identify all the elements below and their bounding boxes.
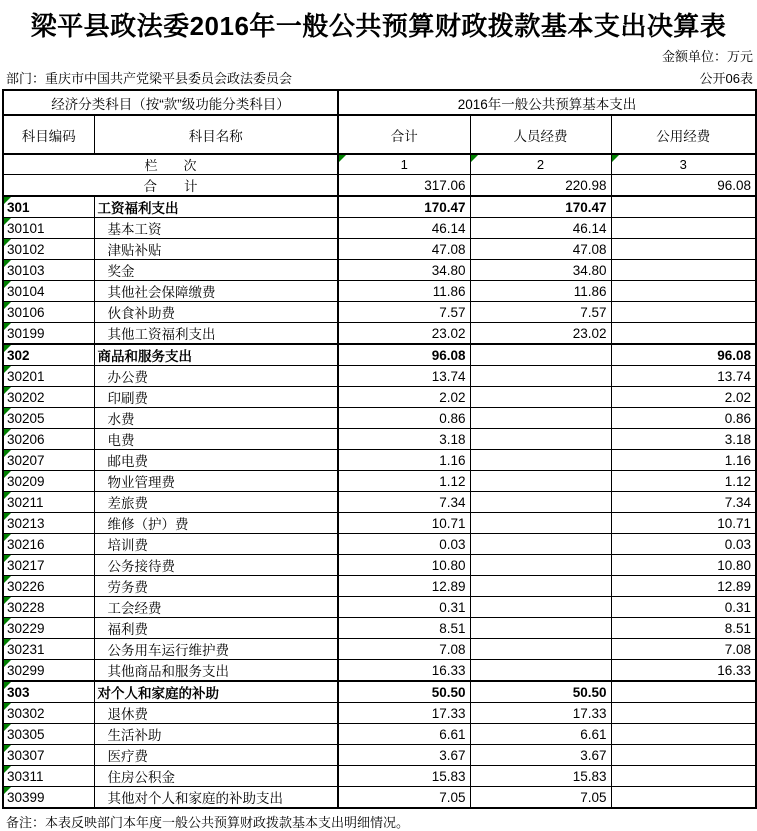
table-row [3,618,756,639]
public-value-cell: 0.03 [611,534,756,555]
public-value-cell: 2.02 [611,387,756,408]
category-row [3,681,756,703]
subject-name-cell: 物业管理费 [94,471,338,492]
public-value-cell [611,787,756,809]
budget-group-header: 2016年一般公共预算基本支出 [338,90,756,115]
total-value-cell: 46.14 [338,218,470,239]
personnel-value-cell: 3.67 [470,745,611,766]
personnel-value-cell [470,387,611,408]
subject-name-cell: 奖金 [94,260,338,281]
personnel-value-cell: 6.61 [470,724,611,745]
table-row [3,555,756,576]
grand-total-public: 96.08 [611,175,756,197]
public-value-cell: 7.34 [611,492,756,513]
table-row [3,302,756,323]
subject-code-cell: 30213 [3,513,94,534]
personnel-value-cell [470,492,611,513]
total-value-cell: 0.31 [338,597,470,618]
subject-code-cell: 30299 [3,660,94,682]
total-value-cell: 2.02 [338,387,470,408]
public-value-cell [611,703,756,724]
public-value-cell [611,323,756,345]
col-header-personnel: 人员经费 [470,115,611,154]
personnel-value-cell [470,366,611,387]
subject-code-cell: 30104 [3,281,94,302]
table-code-label: 公开06表 [699,71,753,86]
total-value-cell: 7.34 [338,492,470,513]
subject-name-cell: 办公费 [94,366,338,387]
personnel-value-cell: 50.50 [470,681,611,703]
public-value-cell [611,745,756,766]
table-row [3,787,756,809]
personnel-value-cell [470,471,611,492]
public-value-cell [611,260,756,281]
subject-code-cell: 30211 [3,492,94,513]
subject-code-cell: 30103 [3,260,94,281]
table-row [3,660,756,682]
column-index-2: 2 [470,154,611,175]
subject-code-cell: 302 [3,344,94,366]
subject-code-cell: 30228 [3,597,94,618]
subject-name-cell: 住房公积金 [94,766,338,787]
total-value-cell: 34.80 [338,260,470,281]
personnel-value-cell: 47.08 [470,239,611,260]
subject-code-cell: 30209 [3,471,94,492]
subject-name-cell: 公务用车运行维护费 [94,639,338,660]
total-value-cell: 0.03 [338,534,470,555]
unit-label: 金额单位：万元 [661,49,753,64]
subject-name-cell: 工资福利支出 [94,196,338,218]
personnel-value-cell [470,534,611,555]
total-value-cell: 12.89 [338,576,470,597]
subject-name-cell: 其他工资福利支出 [94,323,338,345]
grand-total-label: 合 计 [3,175,338,197]
public-value-cell: 0.31 [611,597,756,618]
total-value-cell: 47.08 [338,239,470,260]
table-row [3,703,756,724]
table-row [3,597,756,618]
total-value-cell: 10.80 [338,555,470,576]
grand-total-row [3,175,756,197]
personnel-value-cell [470,618,611,639]
column-index-3: 3 [611,154,756,175]
personnel-value-cell [470,429,611,450]
subject-name-cell: 培训费 [94,534,338,555]
column-header-row [3,115,756,154]
personnel-value-cell: 7.05 [470,787,611,809]
subject-code-cell: 301 [3,196,94,218]
subject-name-cell: 伙食补助费 [94,302,338,323]
public-value-cell: 96.08 [611,344,756,366]
economic-class-group-header: 经济分类科目（按“款”级功能分类科目） [3,90,338,115]
department-label: 部门：重庆市中国共产党梁平县委员会政法委员会 [6,71,293,86]
subject-code-cell: 30229 [3,618,94,639]
total-value-cell: 50.50 [338,681,470,703]
table-row [3,281,756,302]
subject-code-cell: 30217 [3,555,94,576]
subject-name-cell: 水费 [94,408,338,429]
page-title: 梁平县政法委2016年一般公共预算财政拨款基本支出决算表 [30,11,727,41]
total-value-cell: 1.12 [338,471,470,492]
subject-name-cell: 邮电费 [94,450,338,471]
table-row [3,471,756,492]
subject-name-cell: 电费 [94,429,338,450]
total-value-cell: 96.08 [338,344,470,366]
total-value-cell: 13.74 [338,366,470,387]
total-value-cell: 11.86 [338,281,470,302]
expenditure-table [2,89,757,809]
table-row [3,724,756,745]
subject-name-cell: 印刷费 [94,387,338,408]
total-value-cell: 7.57 [338,302,470,323]
table-row [3,745,756,766]
subject-code-cell: 30201 [3,366,94,387]
subject-name-cell: 医疗费 [94,745,338,766]
subject-name-cell: 其他商品和服务支出 [94,660,338,682]
public-value-cell [611,724,756,745]
subject-code-cell: 30311 [3,766,94,787]
column-index-row [3,154,756,175]
public-value-cell: 12.89 [611,576,756,597]
total-value-cell: 170.47 [338,196,470,218]
subject-code-cell: 30206 [3,429,94,450]
subject-code-cell: 303 [3,681,94,703]
subject-name-cell: 生活补助 [94,724,338,745]
personnel-value-cell [470,576,611,597]
public-value-cell: 13.74 [611,366,756,387]
total-value-cell: 16.33 [338,660,470,682]
personnel-value-cell [470,639,611,660]
personnel-value-cell [470,408,611,429]
public-value-cell: 1.16 [611,450,756,471]
total-value-cell: 17.33 [338,703,470,724]
public-value-cell: 1.12 [611,471,756,492]
total-value-cell: 1.16 [338,450,470,471]
subject-name-cell: 对个人和家庭的补助 [94,681,338,703]
table-row [3,260,756,281]
category-row [3,196,756,218]
col-header-subject-code: 科目编码 [3,115,94,154]
subject-code-cell: 30101 [3,218,94,239]
table-row [3,218,756,239]
total-value-cell: 7.05 [338,787,470,809]
group-header-row [3,90,756,115]
public-value-cell: 8.51 [611,618,756,639]
subject-code-cell: 30399 [3,787,94,809]
subject-code-cell: 30307 [3,745,94,766]
public-value-cell [611,766,756,787]
subject-name-cell: 商品和服务支出 [94,344,338,366]
personnel-value-cell [470,597,611,618]
table-row [3,387,756,408]
table-row [3,766,756,787]
col-header-subject-name: 科目名称 [94,115,338,154]
subject-name-cell: 差旅费 [94,492,338,513]
subject-name-cell: 福利费 [94,618,338,639]
personnel-value-cell [470,450,611,471]
column-index-label: 栏 次 [3,154,338,175]
category-row [3,344,756,366]
subject-name-cell: 其他对个人和家庭的补助支出 [94,787,338,809]
personnel-value-cell: 7.57 [470,302,611,323]
total-value-cell: 3.67 [338,745,470,766]
table-row [3,639,756,660]
subject-code-cell: 30231 [3,639,94,660]
public-value-cell: 3.18 [611,429,756,450]
table-row [3,450,756,471]
public-value-cell: 16.33 [611,660,756,682]
personnel-value-cell: 17.33 [470,703,611,724]
public-value-cell [611,281,756,302]
subject-code-cell: 30226 [3,576,94,597]
subject-name-cell: 津贴补贴 [94,239,338,260]
personnel-value-cell: 34.80 [470,260,611,281]
public-value-cell [611,681,756,703]
subject-name-cell: 工会经费 [94,597,338,618]
total-value-cell: 7.08 [338,639,470,660]
subject-code-cell: 30106 [3,302,94,323]
personnel-value-cell: 11.86 [470,281,611,302]
grand-total-sum: 317.06 [338,175,470,197]
total-value-cell: 3.18 [338,429,470,450]
public-value-cell [611,302,756,323]
public-value-cell [611,239,756,260]
personnel-value-cell: 23.02 [470,323,611,345]
subject-name-cell: 劳务费 [94,576,338,597]
subject-code-cell: 30302 [3,703,94,724]
personnel-value-cell [470,660,611,682]
subject-code-cell: 30207 [3,450,94,471]
total-value-cell: 15.83 [338,766,470,787]
personnel-value-cell: 46.14 [470,218,611,239]
table-row [3,366,756,387]
subject-code-cell: 30202 [3,387,94,408]
total-value-cell: 0.86 [338,408,470,429]
subject-name-cell: 基本工资 [94,218,338,239]
personnel-value-cell [470,513,611,534]
public-value-cell: 10.71 [611,513,756,534]
public-value-cell: 10.80 [611,555,756,576]
public-value-cell [611,218,756,239]
personnel-value-cell [470,344,611,366]
total-value-cell: 8.51 [338,618,470,639]
total-value-cell: 6.61 [338,724,470,745]
public-value-cell: 7.08 [611,639,756,660]
table-row [3,492,756,513]
footnote: 备注：本表反映部门本年度一般公共预算财政拨款基本支出明细情况。 [6,815,410,830]
table-row [3,576,756,597]
subject-name-cell: 公务接待费 [94,555,338,576]
subject-code-cell: 30216 [3,534,94,555]
grand-total-personnel: 220.98 [470,175,611,197]
total-value-cell: 10.71 [338,513,470,534]
personnel-value-cell [470,555,611,576]
table-row [3,534,756,555]
sub-header-line [0,65,757,89]
table-row [3,323,756,345]
subject-code-cell: 30102 [3,239,94,260]
table-row [3,408,756,429]
table-row [3,513,756,534]
subject-name-cell: 退休费 [94,703,338,724]
subject-code-cell: 30205 [3,408,94,429]
report-page [0,6,757,830]
table-row [3,429,756,450]
col-header-total: 合计 [338,115,470,154]
subject-name-cell: 维修（护）费 [94,513,338,534]
subject-name-cell: 其他社会保障缴费 [94,281,338,302]
subject-code-cell: 30305 [3,724,94,745]
subject-code-cell: 30199 [3,323,94,345]
public-value-cell: 0.86 [611,408,756,429]
public-value-cell [611,196,756,218]
total-value-cell: 23.02 [338,323,470,345]
col-header-public: 公用经费 [611,115,756,154]
personnel-value-cell: 170.47 [470,196,611,218]
personnel-value-cell: 15.83 [470,766,611,787]
table-body [3,196,756,808]
column-index-1: 1 [338,154,470,175]
table-row [3,239,756,260]
